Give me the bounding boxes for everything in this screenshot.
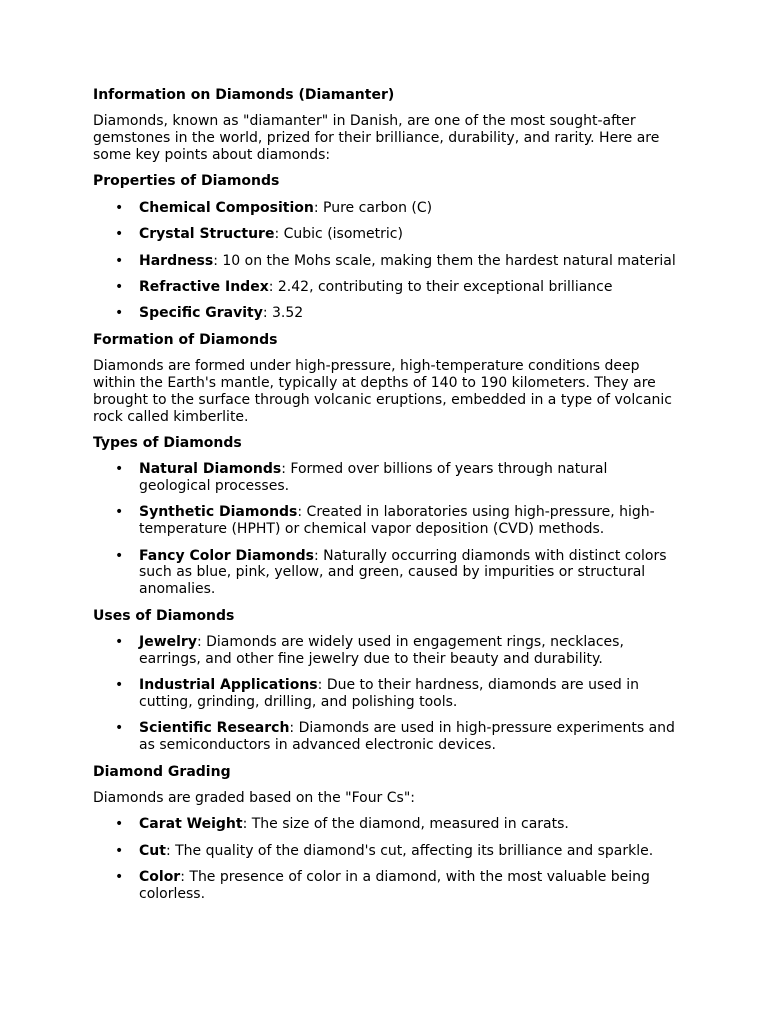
bullet-icon: • [115, 278, 124, 295]
document-page [93, 87, 683, 903]
section-heading-properties: Properties of Diamonds [93, 173, 280, 190]
bullet-icon: • [115, 677, 124, 694]
uses-list [93, 634, 683, 754]
list-item: • Carat Weight: The size of the diamond, measured in carats. [115, 816, 569, 833]
grading-paragraph: Diamonds are graded based on the "Four Cs": [93, 789, 415, 806]
bullet-icon: • [115, 305, 124, 322]
section-heading-formation: Formation of Diamonds [93, 331, 278, 348]
properties-list [93, 200, 683, 322]
list-item: • Refractive Index: 2.42, contributing to their exceptional brilliance [115, 278, 613, 295]
bullet-icon: • [115, 634, 124, 651]
section-heading-grading: Diamond Grading [93, 763, 231, 780]
bullet-icon: • [115, 504, 124, 521]
list-item: • Natural Diamonds: Formed over billions of years through natural geological processes. [115, 461, 608, 495]
list-item: • Hardness: 10 on the Mohs scale, making them the hardest natural material [115, 252, 676, 269]
bullet-icon: • [115, 461, 124, 478]
list-item: • Jewelry: Diamonds are widely used in engagement rings, necklaces, earrings, and other fine jewelry due to their beauty and durability. [115, 634, 624, 667]
list-item: • Specific Gravity: 3.52 [115, 305, 304, 322]
list-item: • Color: The presence of color in a diamond, with the most valuable being colorless. [115, 869, 650, 902]
bullet-icon: • [115, 226, 124, 243]
list-item: • Scientific Research: Diamonds are used in high-pressure experiments and as semiconductors in advanced electronic devices. [115, 720, 675, 754]
formation-paragraph: Diamonds are formed under high-pressure, high-temperature conditions deep within the Earth's mantle, typically at depths of 140 to 190 kilometers. They are brought to the surface through volcanic eruptions, embedded in a type of volcanic rock called kimberlite. [93, 358, 672, 425]
list-item: • Crystal Structure: Cubic (isometric) [115, 226, 403, 243]
bullet-icon: • [115, 842, 124, 859]
types-list [93, 461, 683, 598]
bullet-icon: • [115, 720, 124, 737]
section-heading-types: Types of Diamonds [93, 434, 242, 451]
list-item: • Synthetic Diamonds: Created in laboratories using high-pressure, high-temperature (HPHT) or chemical vapor deposition (CVD) methods. [115, 504, 655, 538]
grading-list [93, 816, 683, 902]
bullet-icon: • [115, 816, 124, 833]
list-item: • Cut: The quality of the diamond's cut, affecting its brilliance and sparkle. [115, 842, 654, 859]
list-item: • Industrial Applications: Due to their hardness, diamonds are used in cutting, grinding, drilling, and polishing tools. [115, 677, 639, 711]
bullet-icon: • [115, 547, 124, 564]
bullet-icon: • [115, 869, 124, 886]
bullet-icon: • [115, 199, 124, 216]
intro-paragraph: Diamonds, known as "diamanter" in Danish, are one of the most sought-after gemstones in the world, prized for their brilliance, durability, and rarity. Here are some key points about diamonds: [93, 113, 660, 163]
list-item: • Fancy Color Diamonds: Naturally occurring diamonds with distinct colors such as blue, pink, yellow, and green, caused by impurities or structural anomalies. [115, 547, 667, 598]
list-item: • Chemical Composition: Pure carbon (C) [115, 199, 433, 216]
document-title: Information on Diamonds (Diamanter) [93, 87, 395, 103]
section-heading-uses: Uses of Diamonds [93, 607, 235, 624]
bullet-icon: • [115, 252, 124, 269]
